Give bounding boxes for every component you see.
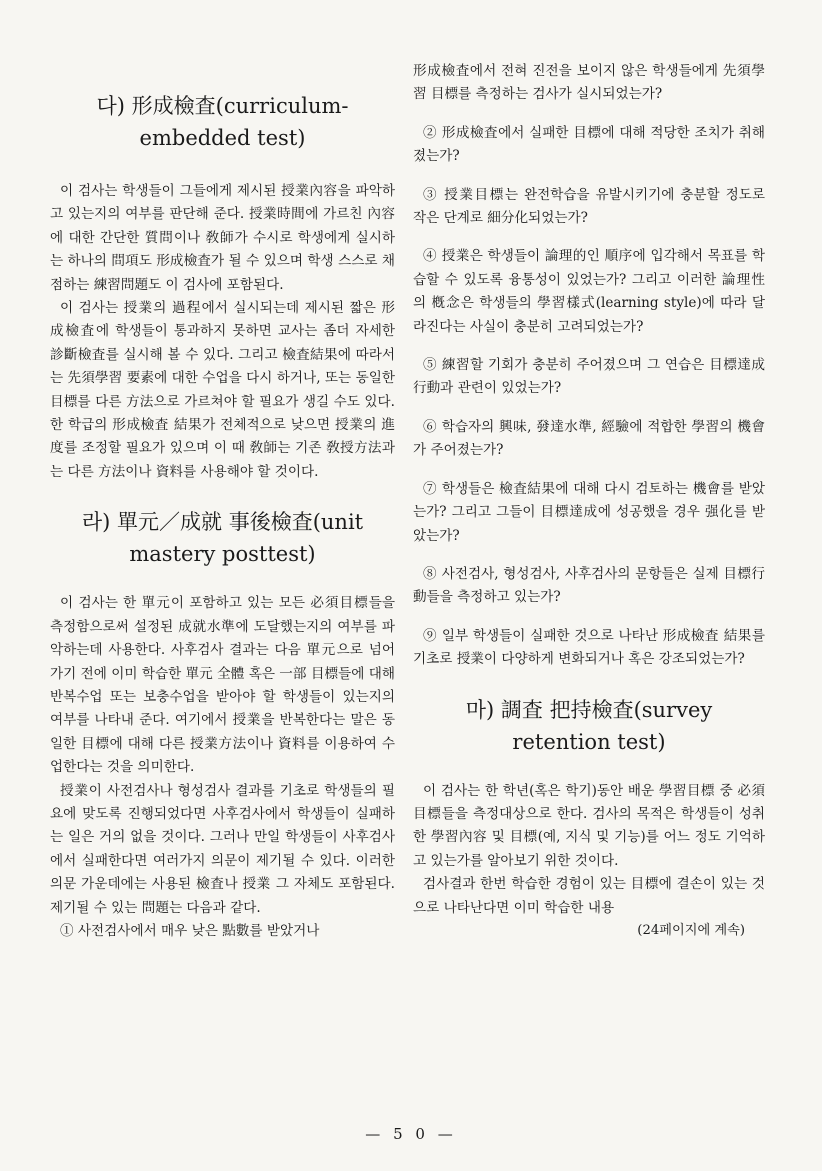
paragraph: 이 검사는 授業의 過程에서 실시되는데 제시된 짧은 形成檢査에 학생들이 통과하지 못하면 교사는 좀더 자세한 診斷檢査를 실시해 볼 수 있다. 그리고 檢査結果에 따라서는 先須學習 要素에 대한 수업을 다시 하거나, 또는 동일한 目標를 다른 方法으로 가르쳐야 할 필요가 생길 수도 있다. 한 학급의 形成檢査 結果가 전체적으로 낮으면 授業의 進度를 조정할 필요가 있으며 이 때 敎師는 기존 敎授方法과는 다른 方法이나 資料를 사용해야 할 것이다. [50, 300, 395, 480]
left-column [50, 60, 395, 943]
question-item-9: ⑨ 일부 학생들이 실패한 것으로 나타난 形成檢査 結果를 기초로 授業이 다양하게 변화되거나 혹은 강조되었는가? [413, 627, 765, 668]
paragraph: 이 검사는 학생들이 그들에게 제시된 授業內容을 파악하고 있는지의 여부를 판단해 준다. 授業時間에 가르친 內容에 대한 간단한 質問이나 敎師가 수시로 학생에게 실시하는 하나의 問項도 形成檢査가 될 수 있으며 학생 스스로 채점하는 練習問題도 이 검사에 포함된다. [50, 183, 395, 293]
paragraph: 검사결과 한번 학습한 경험이 있는 目標에 결손이 있는 것으로 나타난다면 이미 학습한 내용 [413, 876, 765, 916]
question-item-5: ⑤ 練習할 기회가 충분히 주어졌으며 그 연습은 目標達成 行動과 관련이 있었는가? [413, 357, 765, 397]
question-item-4: ④ 授業은 학생들이 論理的인 順序에 입각해서 목표를 학습할 수 있도록 융통성이 있었는가? 그리고 이러한 論理性의 槪念은 학생들의 學習樣式(learning style)에 따라 달라진다는 사실이 충분히 고려되었는가? [413, 248, 765, 335]
paragraph: 授業이 사전검사나 형성검사 결과를 기초로 학생들의 필요에 맞도록 진행되었다면 사후검사에서 학생들이 실패하는 일은 거의 없을 것이다. 그러나 만일 학생들이 사후검사에서 실패한다면 여러가지 의문이 제기될 수 있다. 이러한 의문 가운데에는 사용된 檢査나 授業 그 자체도 포함된다. 제기될 수 있는 問題는 다음과 같다. [50, 782, 395, 916]
page-number: — 5 0 — [365, 1125, 457, 1143]
question-item-6: ⑥ 학습자의 興味, 發達水準, 經驗에 적합한 學習의 機會가 주어졌는가? [413, 418, 765, 459]
section-heading-da: 다) 形成檢査(curriculum-embedded test) [96, 94, 349, 150]
question-item-1-continued: 形成檢査에서 전혀 진전을 보이지 않은 학생들에게 先須學習 目標를 측정하는 검사가 실시되었는가? [413, 63, 765, 103]
section-heading-ma: 마) 調査 把持檢査(survey retention test) [465, 697, 713, 754]
question-item-1-start: ① 사전검사에서 매우 낮은 點數를 받았거나 [60, 922, 320, 939]
continued-note: (24페이지에 계속) [637, 922, 745, 938]
question-item-8: ⑧ 사전검사, 형성검사, 사후검사의 문항들은 실제 目標行動들을 측정하고 있는가? [413, 565, 765, 606]
question-item-3: ③ 授業目標는 완전학습을 유발시키기에 충분할 정도로 작은 단계로 細分化되었는가? [413, 186, 765, 227]
paragraph: 이 검사는 한 單元이 포함하고 있는 모든 必須目標들을 측정함으로써 설정된 成就水準에 도달했는지의 여부를 파악하는데 사용한다. 사후검사 결과는 다음 單元으로 넘어가기 전에 이미 학습한 單元 全體 혹은 一部 目標들에 대해 반복수업 또는 보충수업을 받아야 할 학생들이 있는지의 여부를 나타내 준다. 여기에서 授業을 반복한다는 말은 동일한 目標에 대해 다른 授業方法이나 資料를 이용하여 수업한다는 것을 의미한다. [50, 595, 395, 776]
question-item-2: ② 形成檢査에서 실패한 目標에 대해 적당한 조치가 취해졌는가? [413, 124, 765, 165]
paragraph: 이 검사는 한 학년(혹은 학기)동안 배운 學習目標 중 必須目標들을 측정대상으로 한다. 검사의 목적은 학생들이 성취한 學習內容 및 目標(예, 지식 및 기능)를 어느 정도 기억하고 있는가를 알아보기 위한 것이다. [413, 782, 765, 869]
section-heading-ra: 라) 單元／成就 事後檢査(unit mastery posttest) [81, 510, 364, 567]
right-column [413, 60, 765, 942]
question-item-7: ⑦ 학생들은 檢査結果에 대해 다시 검토하는 機會를 받았는가? 그리고 그들이 目標達成에 성공했을 경우 强化를 받았는가? [413, 480, 765, 544]
